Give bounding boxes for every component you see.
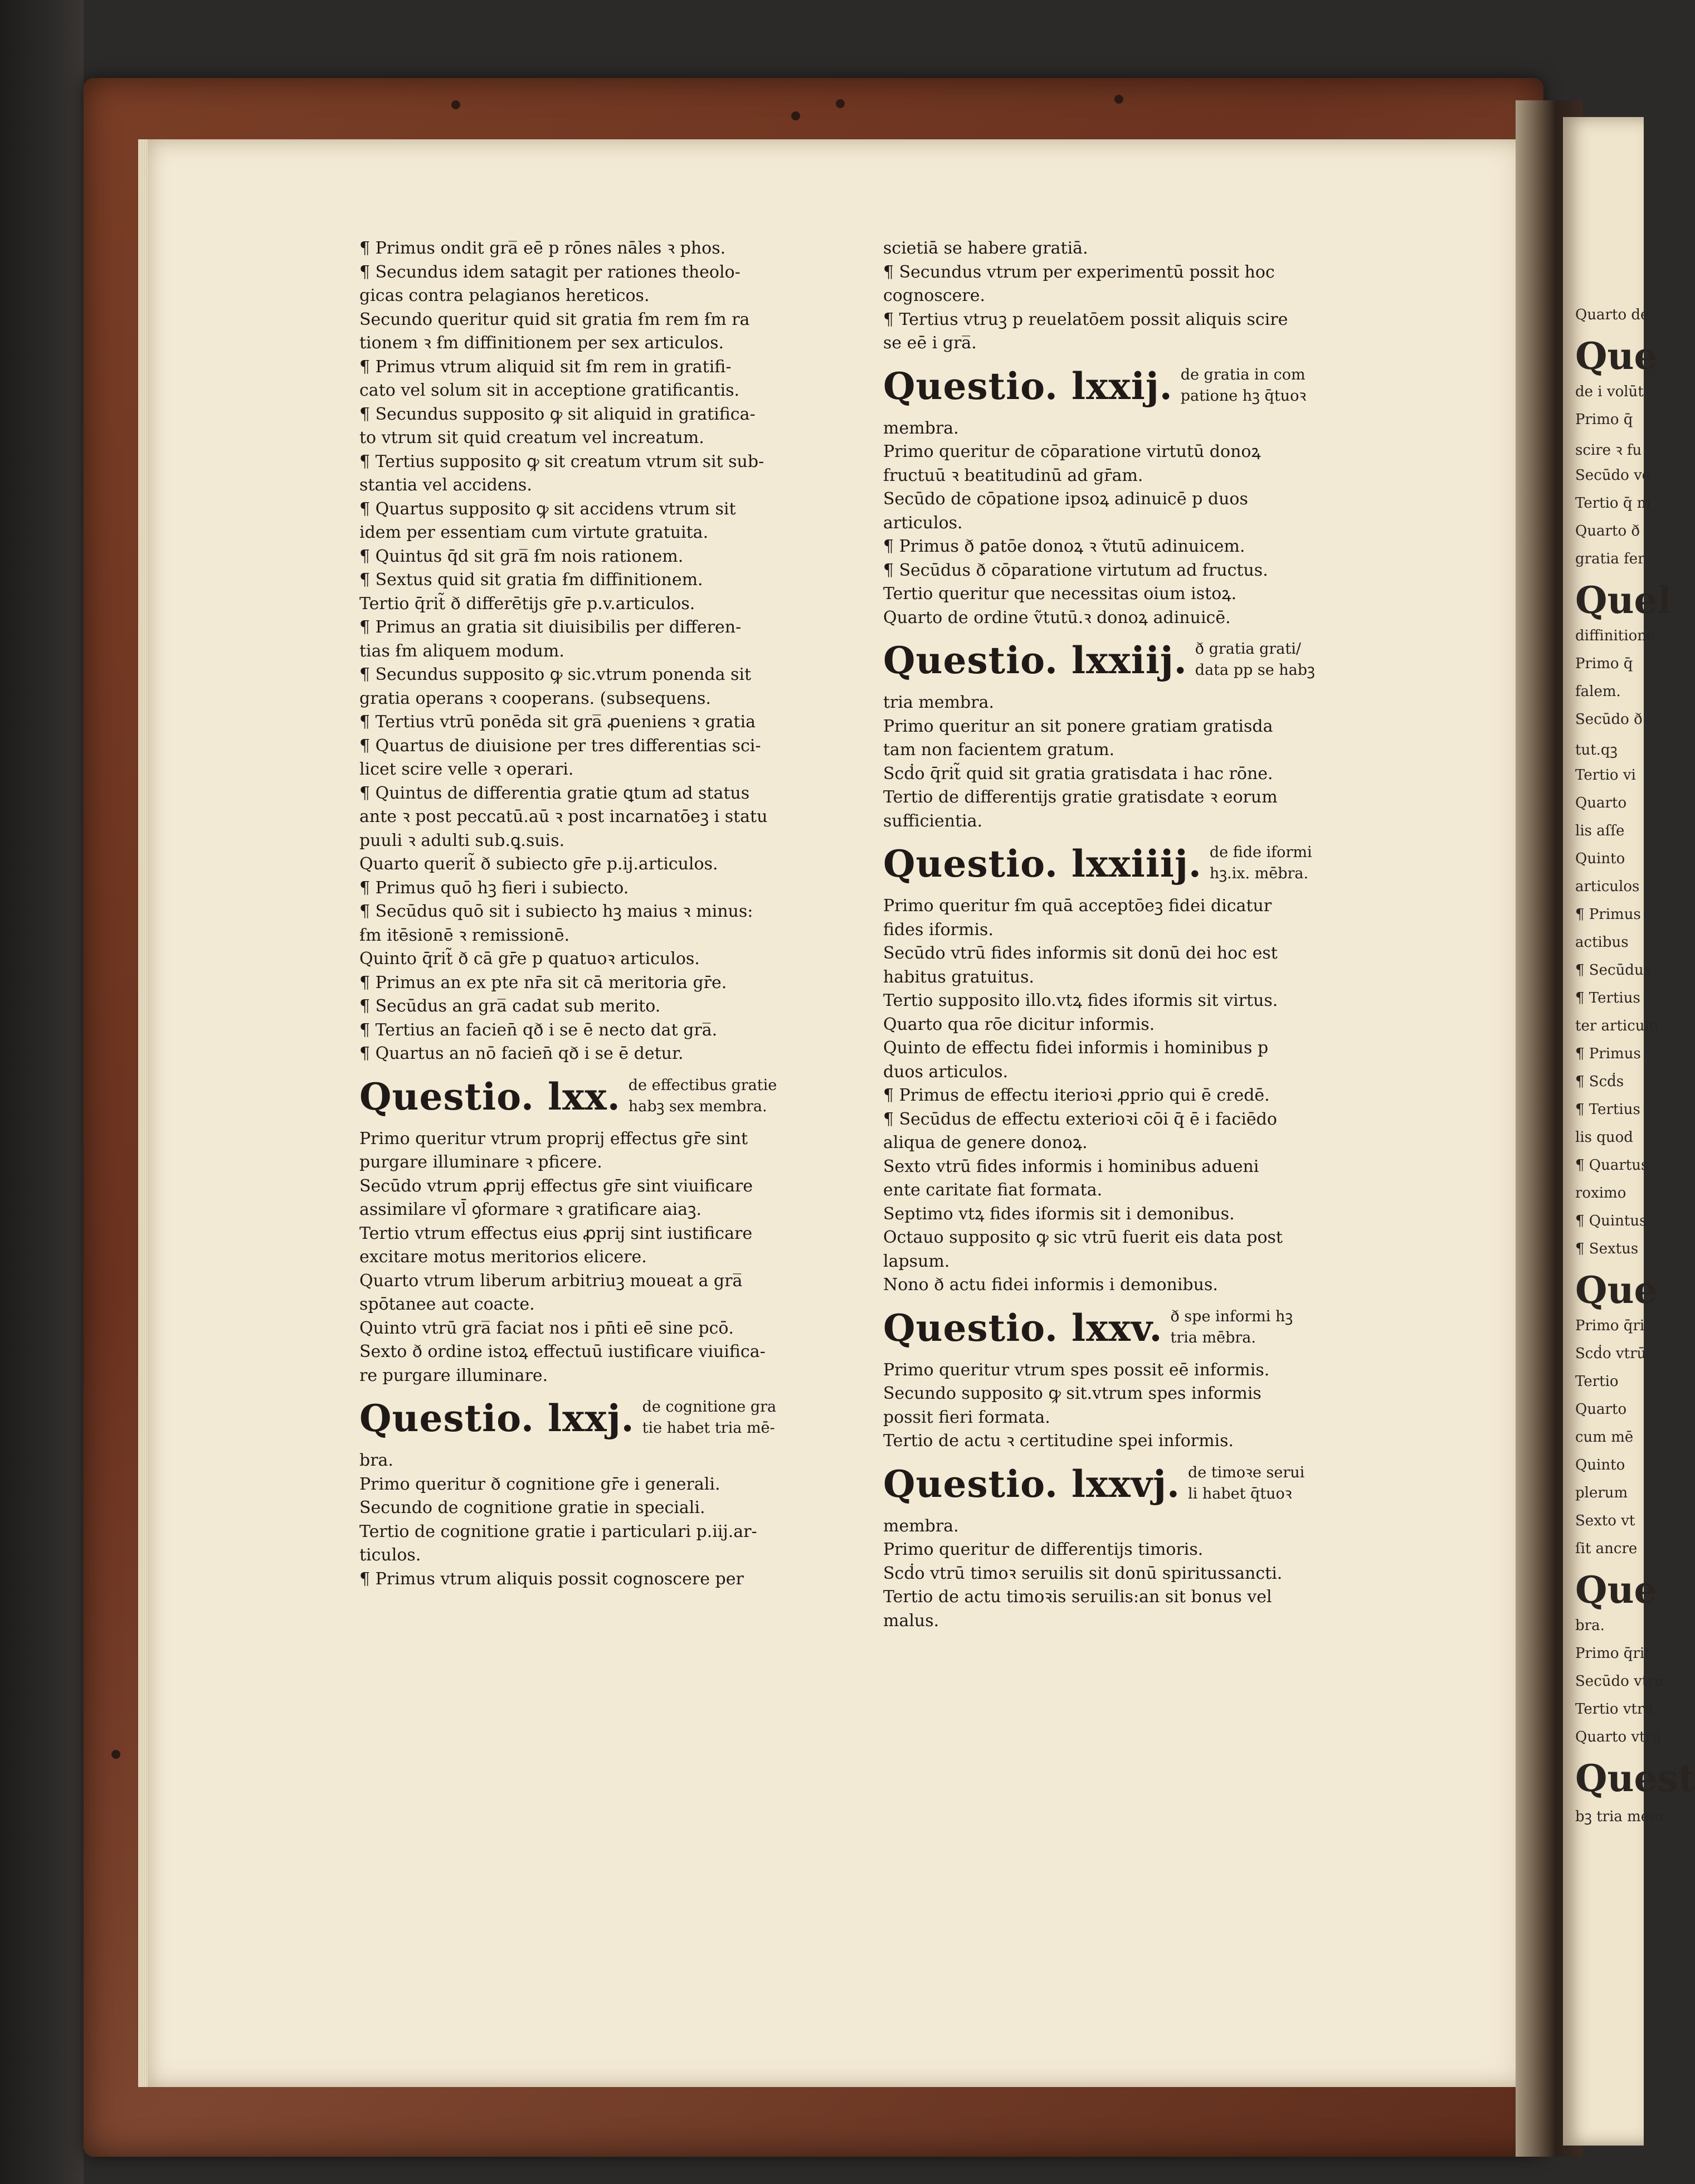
text-line: to vtrum sit quid creatum vel increatum. (359, 428, 704, 447)
text-line: Quinto de effectu fidei informis i hominibus p (883, 1038, 1269, 1058)
facing-page-text-fragment: Quinto (1575, 1457, 1625, 1473)
facing-page-text-fragment: falem. (1575, 683, 1621, 700)
text-line: scietiā se habere gratiā. (883, 239, 1088, 258)
text-line: gratia operans ꝛ cooperans. (subsequens. (359, 688, 711, 708)
text-line: Primo queritur de cōparatione virtutū donoꝝ (883, 442, 1261, 461)
left-text-column (359, 237, 872, 1591)
text-line: ante ꝛ post peccatū.aū ꝛ post incarnatōeꝫ i statu (359, 807, 768, 826)
text-line: re purgare illuminare. (359, 1365, 548, 1385)
facing-page-fragment (1563, 117, 1695, 2146)
facing-page-text-fragment: bꝫ tria mem (1575, 1808, 1663, 1825)
text-line: purgare illuminare ꝛ pficere. (359, 1152, 602, 1172)
question-description-line: de fide iformi (1209, 844, 1312, 861)
text-line: ente caritate fiat formata. (883, 1180, 1103, 1200)
text-line: Quarto de ordine ṽtutū.ꝛ donoꝝ adinuicē. (883, 607, 1231, 628)
wormhole (1114, 95, 1123, 104)
question-heading (883, 1301, 1396, 1359)
facing-page-text-fragment: cum mē (1575, 1429, 1634, 1446)
facing-page-heading-fragment: Que (1575, 1268, 1658, 1312)
text-line: Tertio de actu timoꝛis seruilis:an sit bonus vel (883, 1587, 1272, 1607)
facing-page-text-fragment: Quarto de (1575, 307, 1649, 323)
text-line: Tertio q̄rit̃ ð differētijs gr̄e p.v.articulos. (359, 594, 695, 614)
question-description-line: de effectibus gratie (628, 1076, 777, 1094)
facing-page-text-fragment: ¶ Scḋs (1575, 1073, 1624, 1090)
question-heading (883, 359, 1396, 417)
text-line: stantia vel accidens. (359, 475, 532, 495)
text-line: ¶ Primus quō hꝫ fieri i subiecto. (359, 878, 629, 898)
text-line: gicas contra pelagianos hereticos. (359, 286, 650, 305)
facing-page-text-fragment: bra. (1575, 1617, 1605, 1634)
facing-page-text-fragment: diffinitione (1575, 628, 1655, 644)
question-title: Questio. lxxvj. (883, 1462, 1180, 1506)
text-line: Secundo de cognitione gratie in speciali. (359, 1498, 705, 1517)
text-line: ¶ Primus an gratia sit diuisibilis per differen- (359, 617, 742, 637)
text-line: membra. (883, 1516, 959, 1536)
text-line: ¶ Secundus vtrum per experimentū possit hoc (883, 262, 1275, 282)
text-line: ¶ Tertius an facien̄ qð i se ē necto dat gra̅. (359, 1020, 718, 1040)
question-description (1170, 1306, 1293, 1349)
facing-page-heading-fragment: Que (1575, 1568, 1658, 1612)
facing-page-heading-fragment: Quest (1575, 1757, 1695, 1800)
text-line: sufficientia. (883, 811, 983, 831)
text-line: Tertio de differentijs gratie gratisdate ꝛ eorum (883, 787, 1278, 807)
text-line: Secūdo vtrum ꝓprij effectus gr̄e sint viuificare (359, 1176, 753, 1196)
text-line: fructuū ꝛ beatitudinū ad gr̄am. (883, 465, 1143, 485)
text-line: tionem ꝛ ẜm diffinitionem per sex articulos. (359, 333, 724, 353)
text-line: Quarto querit̃ ð subiecto gr̄e p.ij.articulos. (359, 854, 718, 874)
facing-page-text-fragment: Quarto (1575, 1401, 1627, 1418)
text-line: ¶ Secundus idem satagit per rationes theolo- (359, 262, 741, 282)
text-line: Primo queritur ð cognitione gr̄e i generali. (359, 1474, 720, 1494)
text-line: Quarto qua rōe dicitur informis. (883, 1014, 1155, 1034)
text-line: cognoscere. (883, 286, 986, 305)
text-line: ¶ Quartus an nō facien̄ qð i se ē detur. (359, 1044, 684, 1063)
facing-page-text-fragment: ¶ Quintus (1575, 1213, 1647, 1229)
text-line: fides iformis. (883, 920, 993, 940)
text-line: tria membra. (883, 693, 995, 712)
text-line: possit fieri formata. (883, 1407, 1050, 1427)
text-line: bra. (359, 1451, 393, 1470)
text-line: ticulos. (359, 1545, 421, 1565)
question-description (1181, 364, 1306, 407)
text-line: Nono ð actu fidei informis i demonibus. (883, 1275, 1218, 1295)
text-line: ¶ Sextus quid sit gratia ẜm diffinitionem. (359, 570, 703, 590)
facing-page-text-fragment: Tertio q̄ m (1575, 495, 1651, 512)
question-description-line: de cognitione gra (642, 1398, 777, 1416)
facing-page-text-fragment: Primo q̄ (1575, 411, 1633, 428)
text-line: ¶ Secūdus ð cōparatione virtutum ad fructus. (883, 560, 1268, 580)
text-line: Quinto vtrū gra̅ faciat nos i pn̄ti eē sine pcō. (359, 1318, 734, 1338)
text-line: Septimo vtꝝ fides iformis sit i demonibus. (883, 1204, 1235, 1224)
question-heading (883, 1457, 1396, 1515)
wormhole (791, 111, 800, 120)
text-line: puuli ꝛ adulti sub.ꝗ.suis. (359, 830, 565, 850)
question-title: Questio. lxxiiij. (883, 842, 1202, 886)
text-line: ¶ Primus de effectu iterioꝛi ꝓprio qui ē credē. (883, 1086, 1270, 1105)
text-line: articulos. (883, 513, 963, 533)
question-description (642, 1397, 777, 1439)
text-line: Primo queritur vtrum proprij effectus gr̄e sint (359, 1129, 748, 1149)
scan-background (0, 0, 84, 2184)
facing-page-text-fragment: Secūdo ð (1575, 711, 1643, 728)
text-line: Octauo supposito ꝙ sic vtrū fuerit eis data post (883, 1228, 1283, 1247)
question-heading (359, 1391, 872, 1449)
text-line: Secundo supposito ꝙ sit.vtrum spes informis (883, 1384, 1261, 1403)
text-line: ¶ Secundus supposito ꝙ sic.vtrum ponenda sit (359, 665, 752, 684)
question-description-line: data pp se habꝫ (1195, 661, 1315, 679)
text-line: aliqua de genere donoꝝ. (883, 1133, 1088, 1152)
question-description (1195, 639, 1315, 681)
text-line: Sexto ð ordine istoꝝ effectuū iustificare viuifica- (359, 1342, 766, 1361)
facing-page-text-fragment: gratia fer (1575, 551, 1645, 567)
text-line: ¶ Tertius supposito ꝙ sit creatum vtrum sit sub- (359, 451, 764, 471)
text-line: cato vel solum sit in acceptione gratificantis. (359, 381, 740, 400)
question-description-line: habꝫ sex membra. (628, 1097, 767, 1115)
facing-page-text-fragment: Secūdo ve (1575, 467, 1651, 484)
facing-page-text-fragment: articulos (1575, 878, 1640, 895)
question-description-line: de timoꝛe serui (1187, 1463, 1305, 1481)
text-line: Primo queritur vtrum spes possit eē informis. (883, 1360, 1270, 1380)
text-line: ¶ Quartus supposito ꝙ sit accidens vtrum sit (359, 499, 736, 519)
text-line: Quinto q̄rit̃ ð cā gr̄e p quatuoꝛ articulos. (359, 949, 700, 969)
facing-page-text-fragment: tut.qꝫ (1575, 742, 1618, 758)
text-line: Tertio de cognitione gratie i particulari p.iij.ar- (359, 1521, 757, 1541)
question-description (1210, 842, 1312, 884)
facing-page-text-fragment: Sexto vt (1575, 1512, 1635, 1529)
text-line: ¶ Secūdus de effectu exterioꝛi cōi q̄ ē i faciēdo (883, 1109, 1277, 1129)
text-line: duos articulos. (883, 1062, 1009, 1082)
facing-page-text-fragment: ter articulo (1575, 1018, 1658, 1034)
question-description-line: tria mēbra. (1170, 1329, 1256, 1346)
facing-page-text-fragment: Quinto (1575, 850, 1625, 867)
text-line: ¶ Quintus q̄d sit gra̅ ẜm nois rationem. (359, 546, 684, 566)
facing-page-text-fragment: ¶ Sextus (1575, 1241, 1639, 1257)
question-description-line: patione hꝫ q̄tuoꝛ (1180, 387, 1307, 405)
facing-page-text-fragment: ¶ Primus (1575, 1045, 1641, 1062)
question-description-line: hꝫ.ix. mēbra. (1209, 865, 1309, 882)
text-line: ¶ Tertius vtrū ponēda sit gra̅ ꝓueniens ꝛ gratia (359, 712, 756, 732)
facing-page-text-fragment: lis aſſe (1575, 823, 1625, 839)
text-line: ¶ Quartus de diuisione per tres differentias sci- (359, 736, 761, 756)
facing-page-text-fragment: Tertio (1575, 1373, 1619, 1390)
text-line: membra. (883, 418, 959, 438)
facing-page-text-fragment: plerum (1575, 1485, 1628, 1501)
question-title: Questio. lxxiij. (883, 639, 1187, 682)
text-line: licet scire velle ꝛ operari. (359, 760, 574, 779)
facing-page-text-fragment: ¶ Tertius (1575, 990, 1640, 1006)
facing-page-text-fragment: roximo (1575, 1185, 1626, 1202)
text-line: ¶ Primus ð ꝑatōe donoꝝ ꝛ ṽtutū adinuicem. (883, 537, 1245, 556)
text-line: Tertio supposito illo.vtꝝ fides iformis sit virtus. (883, 991, 1278, 1010)
facing-page-text-fragment: ¶ Primus (1575, 906, 1641, 923)
facing-page-heading-fragment: Que (1575, 334, 1658, 378)
question-description-line: ð gratia grati/ (1195, 640, 1301, 658)
wormhole (111, 1750, 120, 1759)
text-line: malus. (883, 1611, 939, 1631)
question-title: Questio. lxx. (359, 1074, 621, 1118)
text-line: ¶ Quintus de differentia gratie ꝗtum ad status (359, 783, 750, 803)
facing-page-text-fragment: Primo q̄rit (1575, 1645, 1650, 1662)
text-line: se eē i gra̅. (883, 333, 977, 353)
wormhole (836, 99, 845, 108)
question-heading (883, 836, 1396, 894)
question-title: Questio. lxxj. (359, 1397, 635, 1440)
text-line: Tertio de actu ꝛ certitudine spei informis. (883, 1431, 1234, 1451)
text-line: habitus gratuitus. (883, 967, 1035, 987)
facing-page-text-fragment: de i volūt (1575, 383, 1644, 400)
text-line: ¶ Primus vtrum aliquid sit ẜm rem in gratifi- (359, 357, 732, 377)
text-line: Tertio queritur que necessitas oium istoꝝ. (883, 584, 1237, 604)
facing-page-text-fragment: lis quod (1575, 1129, 1633, 1146)
text-line: ¶ Tertius vtruꝫ p reuelatōem possit aliquis scire (883, 309, 1288, 329)
text-line: Secūdo de cōpatione ipsoꝝ adinuicē p duos (883, 489, 1248, 509)
text-line: tam non facientem gratum. (883, 740, 1115, 760)
text-line: Secundo queritur quid sit gratia ẜm rem ẜm ra (359, 309, 750, 329)
text-line: assimilare vl̄ ꝯformare ꝛ gratificare aiaꝫ. (359, 1200, 702, 1219)
text-line: spōtanee aut coacte. (359, 1295, 535, 1314)
text-line: Scḋo vtrū timoꝛ seruilis sit donū spiritussancti. (883, 1563, 1283, 1583)
question-description (1188, 1462, 1304, 1505)
facing-page-text-fragment: Quarto ð (1575, 523, 1640, 539)
question-heading (359, 1069, 872, 1127)
facing-page-text-fragment: scire ꝛ fu (1575, 442, 1642, 459)
facing-page-heading-fragment: Quel (1575, 578, 1672, 622)
text-line: ¶ Secūdus quō sit i subiecto hꝫ maius ꝛ minus: (359, 902, 753, 921)
question-title: Questio. lxxv. (883, 1306, 1163, 1350)
text-line: Primo queritur ẜm quā acceptōeꝫ fidei dicatur (883, 896, 1272, 916)
text-line: tias ẜm aliquem modum. (359, 641, 564, 661)
text-line: ¶ Primus vtrum aliquis possit cognoscere per (359, 1569, 744, 1589)
text-line: Primo queritur de differentijs timoris. (883, 1540, 1204, 1559)
facing-page-text-fragment: Secūdo vtrū (1575, 1673, 1664, 1690)
question-description-line: li habet q̄tuoꝛ (1187, 1485, 1292, 1502)
text-line: ¶ Secūdus an gra̅ cadat sub merito. (359, 996, 661, 1016)
right-text-column (883, 237, 1396, 1633)
facing-page-text-fragment: ¶ Quartus (1575, 1157, 1649, 1174)
text-line: Tertio vtrum effectus eius ꝓprij sint iustificare (359, 1223, 753, 1243)
facing-page-text-fragment: Primo q̄ri (1575, 1317, 1645, 1334)
question-description (629, 1075, 777, 1117)
text-line: ẜm itēsionē ꝛ remissionē. (359, 925, 570, 945)
facing-page-text-fragment: Tertio vi (1575, 767, 1636, 784)
facing-page-text-fragment: ſit ancre (1575, 1540, 1638, 1557)
facing-page-text-fragment: actibus (1575, 934, 1629, 951)
text-line: Primo queritur an sit ponere gratiam gratisda (883, 716, 1273, 736)
facing-page-text-fragment: Scḋo vtrū (1575, 1345, 1647, 1362)
question-title: Questio. lxxij. (883, 364, 1173, 408)
text-line: lapsum. (883, 1251, 950, 1271)
facing-page-text-fragment: Quarto vtrū (1575, 1729, 1662, 1745)
text-line: ¶ Primus ondit gra̅ eē p rōnes nāles ꝛ phos. (359, 239, 726, 258)
text-line: idem per essentiam cum virtute gratuita. (359, 523, 709, 542)
facing-page-text-fragment: ¶ Secūdus (1575, 962, 1652, 979)
text-line: Scḋo q̄rit̃ quid sit gratia gratisdata i hac rōne. (883, 763, 1273, 784)
facing-page-text-fragment: Tertio vtrū (1575, 1701, 1654, 1718)
question-description-line: tie habet tria mē- (642, 1419, 775, 1437)
wormhole (451, 100, 460, 109)
question-description-line: de gratia in com (1180, 366, 1306, 383)
question-heading (883, 633, 1396, 691)
question-description-line: ð spe informi hꝫ (1170, 1307, 1293, 1325)
facing-page-text-fragment: Quarto (1575, 795, 1627, 811)
text-line: excitare motus meritorios elicere. (359, 1247, 647, 1267)
facing-page-text-fragment: ¶ Tertius (1575, 1101, 1640, 1118)
text-line: ¶ Secundus supposito ꝙ sit aliquid in gratifica- (359, 404, 756, 424)
text-line: Sexto vtrū fides informis i hominibus adueni (883, 1156, 1259, 1176)
text-line: ¶ Primus an ex pte nr̄a sit cā meritoria gr̄e. (359, 972, 727, 993)
text-line: Secūdo vtrū fides informis sit donū dei hoc est (883, 943, 1278, 963)
text-line: Quarto vtrum liberum arbitriuꝫ moueat a gra̅ (359, 1271, 743, 1291)
facing-page-text-fragment: Primo q̄ (1575, 655, 1633, 672)
